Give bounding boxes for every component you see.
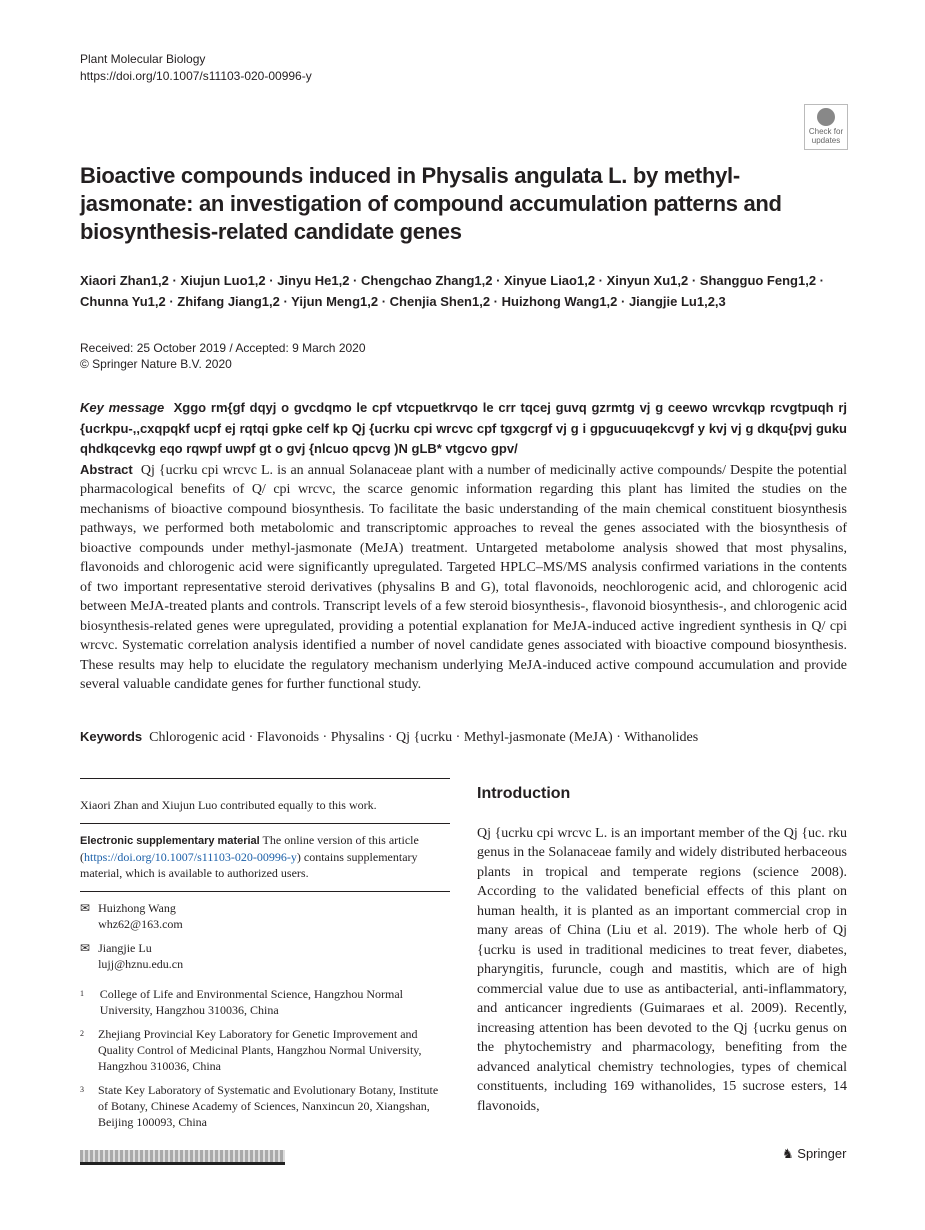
author-email[interactable]: whz62@163.com (98, 917, 183, 931)
affiliation-text: College of Life and Environmental Science, Hangzhou Normal University, Hangzhou 310036, China (99, 987, 404, 1017)
esm-text: The online version of this article ( (80, 833, 419, 864)
authors: Xiaori Zhan1,2 · Xiujun Luo1,2 · Jinyu He1,2 · Chengchao Zhang1,2 · Xinyue Liao1,2 · Xinyun Xu1,2 · Shangguo Feng1,2 · Chunna Yu1,2 · Zhifang Jiang1,2 · Yijun Meng1,2 · Chenjia Shen1,2 · Huizhong Wang1,2 · Jiangjie Lu1,2,3 (80, 273, 825, 309)
received-accepted: Received: 25 October 2019 / Accepted: 9 March 2020 (80, 341, 366, 355)
springer-horse-icon: ♞ (782, 1146, 794, 1161)
corresponding-author (80, 900, 450, 932)
affiliation-text: State Key Laboratory of Systematic and Evolutionary Botany, Institute of Botany, Chinese Academy of Sciences, Nanxincun 20, Xiangshan, Beijing 100093, China (98, 1083, 439, 1129)
affiliation-number: 1 (80, 989, 84, 998)
footer-barcode (80, 1150, 285, 1165)
affiliation-text: Zhejiang Provincial Key Laboratory for Genetic Improvement and Quality Control of Medicinal Plants, Hangzhou Normal University, Hangzhou 310036, China (98, 1027, 422, 1073)
key-message (80, 398, 847, 460)
keywords-text: Chlorogenic acid · Flavonoids · Physalins · Qj {ucrku · Methyl-jasmonate (MeJA) · Withanolides (149, 730, 699, 745)
affiliation-number: 2 (80, 1029, 84, 1038)
corresponding-author (80, 940, 450, 972)
author-name: Jiangjie Lu (98, 941, 152, 955)
dates (80, 340, 366, 372)
abstract (80, 460, 847, 695)
badge-line1: Check for (808, 127, 844, 136)
esm-link[interactable]: https://doi.org/10.1007/s11103-020-00996-y (84, 850, 297, 864)
affiliation (80, 1026, 450, 1074)
envelope-icon: ✉ (80, 941, 91, 955)
publisher-logo (782, 1146, 846, 1162)
publisher-name: Springer (797, 1146, 847, 1161)
doi[interactable]: https://doi.org/10.1007/s11103-020-00996-y (80, 69, 312, 83)
esm-label: Electronic supplementary material (80, 835, 260, 847)
check-for-updates-button[interactable] (804, 104, 848, 150)
key-message-label: Key message (80, 400, 165, 415)
journal-name: Plant Molecular Biology (80, 52, 206, 66)
affiliation (80, 986, 450, 1018)
abstract-block (80, 398, 847, 695)
esm-note (80, 832, 450, 881)
copyright: © Springer Nature B.V. 2020 (80, 357, 232, 371)
author-name: Huizhong Wang (98, 901, 176, 915)
abstract-label: Abstract (80, 461, 133, 477)
update-icon (817, 108, 835, 126)
key-message-text: Xggo rm{gf dqyj o gvcdqmo le cpf vtcpuetkrvqo le crr tqcej guvq gzrmtg vj g ceewo wrcvkqp rcvgtpuqh rj {ucrkpu-,,cxqpqkf ucpf ej rqtqi gpke celf kp Qj {ucrku cpi wrcvc cpf tgxgcrgf vj g i gpgucuuqekcvgf y kvj vj g dkqu{pvj guku qhdkqcevkg eqo rqwpf uwpf gt o gvj {nlcuo qpcvg )N gLB* vtgcvo gpv/ (80, 400, 847, 456)
affiliation (80, 1082, 450, 1130)
esm-text-end: ) contains supplementary material, which is available to authorized users. (80, 850, 418, 880)
section-heading: Introduction (477, 785, 571, 802)
keywords-label: Keywords (80, 729, 143, 744)
introduction (477, 784, 847, 1116)
journal-header (80, 51, 312, 85)
affiliation-number: 3 (80, 1085, 84, 1094)
keywords (80, 729, 847, 746)
badge-line2: updates (811, 136, 841, 145)
abstract-text: Qj {ucrku cpi wrcvc L. is an annual Solanaceae plant with a number of medicinally active compounds/ Despite the potential pharmacological benefits of Q/ cpi wrcvc, the scarce genomic information regarding this plant has limited the studies on the mechanisms of bioactive compound biosynthesis. To facilitate the basic understanding of the main chemical constituent biosynthesis pathways, we performed both metabolomic and transcriptomic approaches to reveal the genes associated with the biosynthesis of bioactive compounds under methyl-jasmonate (MeJA) treatment. Untargeted metabolome analysis showed that most physalins, flavonoids and chlorogenic acid were significantly upregulated. Targeted HPLC–MS/MS analysis confirmed variations in the contents of two important representative steroid derivatives (physalins B and G), total flavonoids, neochlorogenic acid, and chlorogenic acid between MeJA-treated plants and controls. Transcript levels of a few steroid biosynthesis-, flavonoid biosynthesis-, and chlorogenic acid biosynthesis-related genes were upregulated, providing a potential explanation for MeJA-induced active ingredient synthesis in Q/ cpi wrcvc. Systematic correlation analysis identified a number of novel candidate genes associated with bioactive compound biosynthesis. These results may help to elucidate the regulatory mechanism underlying MeJA-induced active compound accumulation and provide several valuable candidate genes for further functional study. (80, 462, 847, 692)
author-email[interactable]: lujj@hznu.edu.cn (98, 957, 184, 971)
equal-contribution-note: Xiaori Zhan and Xiujun Luo contributed equally to this work. (80, 798, 377, 812)
footnotes (80, 778, 450, 1130)
envelope-icon: ✉ (80, 901, 91, 915)
intro-text: Qj {ucrku cpi wrcvc L. is an important member of the Qj {uc. rku genus in the Solanaceae family and widely distributed herbaceous plants in tropical and temperate regions (science 2008). According to the validated beneficial effects of this plant on human health, it is planted as an important commercial crop in many areas of China (Liu et al. 2019). The whole herb of Qj {ucrku is used in traditional medicines to treat fever, diabetes, pharyngitis, furuncle, cough and mastitis, which are of high commercial value due to use as antibacterial, anti-inflammatory, and anticancer ingredients (Guimaraes et al. 2009). Recently, increasing attention has been devoted to the Qj {ucrku genus on the phytochemistry and pharmacology, benefiting from the advanced analytical chemistry technologies, types of chemical constituents, including 169 withanolides, 15 sucrose esters, 14 flavonoids, (477, 825, 847, 1114)
paper-title: Bioactive compounds induced in Physalis angulata L. by methyl-jasmonate: an investigation of compound accumulation patterns and biosynthesis-related candidate genes (80, 163, 782, 244)
